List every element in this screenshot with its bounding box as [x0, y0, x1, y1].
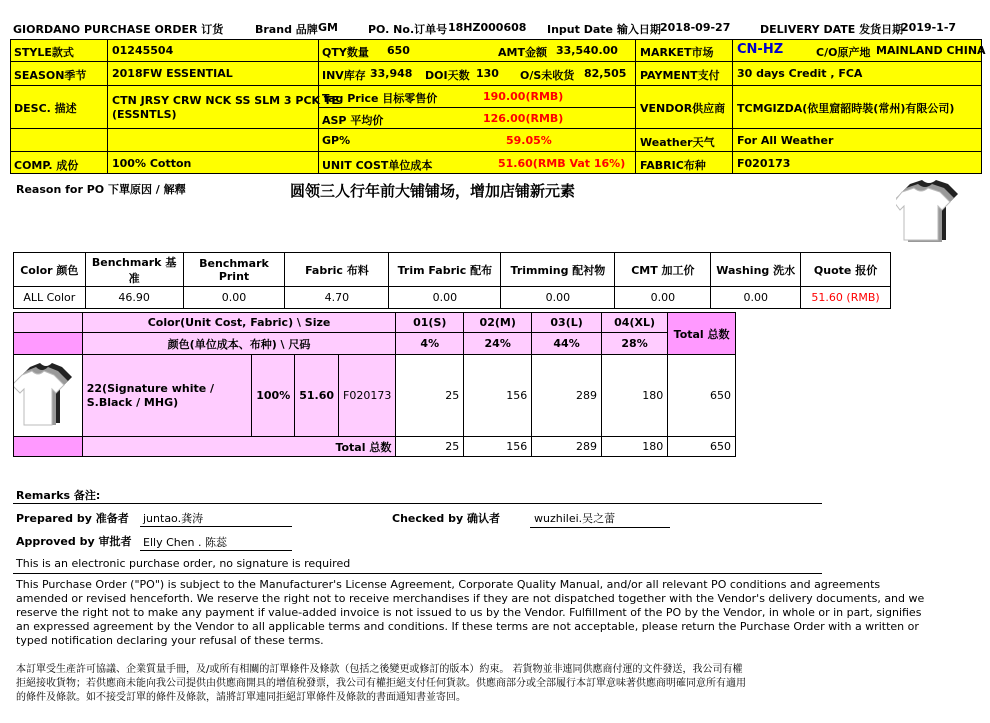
qty-s-cell: 25	[396, 355, 464, 437]
prepared-by-value: juntao.龚涛	[143, 512, 204, 525]
gp-value: 59.05%	[506, 134, 552, 147]
terms-zh-line-3: 的條件及條款。如不接受訂單的條件及條款，請將訂單連同拒絕訂單條件及條款的書面通知書並寄回。	[16, 692, 466, 703]
fabric-label: FABRIC布种	[640, 159, 706, 172]
doi-value: 130	[476, 67, 499, 80]
terms-en-line-5: typed notification declaring your refusal of these terms.	[16, 634, 324, 647]
total-m-cell: 156	[464, 437, 532, 457]
size-header-m: 02(M)	[464, 313, 532, 333]
inv-value: 33,948	[370, 67, 413, 80]
qty-label: QTY数量	[322, 46, 369, 59]
qty-l-cell: 289	[532, 355, 602, 437]
comp-label: COMP. 成份	[14, 159, 79, 172]
weather-label: Weather天气	[640, 136, 715, 149]
po-title: GIORDANO PURCHASE ORDER 订货	[13, 23, 224, 36]
cost-table-header-row	[14, 253, 891, 287]
product-image	[896, 178, 962, 244]
reason-text: 圆领三人行年前大铺铺场，增加店铺新元素	[290, 182, 576, 200]
inv-label: INV库存	[322, 69, 366, 82]
gp-label: GP%	[322, 134, 351, 147]
terms-en-line-3: reserve the right not to make any payment if value-added invoice is not issued to us by the Vendor. Fulfillment of the PO by the Vendor, in whole or in part, signifies	[16, 606, 922, 619]
delivery-date: 2019-1-7	[901, 21, 957, 34]
fabric-value: F020173	[737, 157, 791, 170]
cost-header-fabric: Fabric 布料	[285, 253, 389, 287]
po-number: 18HZ000608	[448, 21, 527, 34]
cost-table-row	[14, 287, 891, 309]
total-row-label: Total 总数	[82, 437, 396, 457]
vendor-label: VENDOR供应商	[640, 102, 726, 115]
cost-header-benchmark-print: Benchmark Print	[183, 253, 285, 287]
electronic-note: This is an electronic purchase order, no signature is required	[16, 557, 351, 570]
size-total-row	[14, 437, 736, 457]
cost-cell-washing: 0.00	[711, 287, 801, 309]
terms-zh-line-1: 本訂單受生產許可協議、企業質量手冊，及/或所有相關的訂單條件及條款（包括之後變更或修訂的版本）約束。 若貨物並非連同供應商付運的文件發送，我公司有權	[16, 664, 743, 675]
os-label: O/S未收货	[520, 69, 575, 82]
unit-cost-label: UNIT COST单位成本	[322, 159, 433, 172]
desc-line1: CTN JRSY CRW NCK SS SLM 3 PCK TE	[112, 94, 339, 107]
qty-value: 650	[387, 44, 410, 57]
payment-label: PAYMENT支付	[640, 69, 720, 82]
season-label: SEASON季节	[14, 69, 87, 82]
asp-label: ASP 平均价	[322, 114, 384, 127]
size-header-l: 03(L)	[532, 313, 602, 333]
payment-value: 30 days Credit , FCA	[737, 67, 863, 80]
unit-cost-value: 51.60(RMB Vat 16%)	[498, 157, 626, 170]
os-value: 82,505	[584, 67, 627, 80]
terms-en-line-4: an expressed agreement by the Vendor to all applicable terms and conditions. If these terms are not acceptable, please return the Purchase Order with a written or	[16, 620, 919, 633]
terms-en-line-1: This Purchase Order ("PO") is subject to the Manufacturer's License Agreement, Corporate Quality Manual, and/or all relevant PO conditions and agreements	[16, 578, 881, 591]
color-cost-cell: 51.60	[295, 355, 339, 437]
tag-price-value: 190.00(RMB)	[483, 90, 564, 103]
style-label: STYLE款式	[14, 46, 74, 59]
cost-cell-color: ALL Color	[14, 287, 86, 309]
remarks-label: Remarks 备注:	[16, 489, 101, 502]
market-label: MARKET市场	[640, 46, 714, 59]
asp-value: 126.00(RMB)	[483, 112, 564, 125]
delivery-date-label: DELIVERY DATE 发货日期	[760, 23, 904, 36]
input-date-label: Input Date 输入日期	[547, 23, 661, 36]
color-fabric-cell: F020173	[339, 355, 396, 437]
approved-by-value: Elly Chen . 陈蕊	[143, 536, 227, 549]
style-value: 01245504	[112, 44, 174, 57]
doi-label: DOI天数	[425, 69, 470, 82]
prepared-by-label: Prepared by 准备者	[16, 512, 129, 525]
origin-label: C/O原产地	[816, 46, 871, 59]
cost-header-color: Color 颜色	[14, 253, 86, 287]
ratio-s: 4%	[396, 333, 464, 355]
total-s-cell: 25	[396, 437, 464, 457]
size-header-xl: 04(XL)	[601, 313, 667, 333]
color-thumbnail-cell	[14, 355, 83, 437]
size-header-row-1	[14, 313, 736, 333]
total-l-cell: 289	[532, 437, 602, 457]
origin-value: MAINLAND CHINA	[876, 44, 986, 57]
desc-line2: (ESSNTLS)	[112, 108, 177, 121]
qty-xl-cell: 180	[601, 355, 667, 437]
checked-by-value: wuzhilei.吴之蕾	[534, 512, 616, 525]
color-thumbnail-image	[14, 359, 76, 429]
cost-cell-benchmark-print: 0.00	[183, 287, 285, 309]
size-header-title-en: Color(Unit Cost, Fabric) \ Size	[82, 313, 396, 333]
total-xl-cell: 180	[601, 437, 667, 457]
terms-zh-line-2: 拒絕接收貨物；若供應商未能向我公司提供由供應商開具的增值稅發票，我公司有權拒絕支付任何貨款。供應商部分或全部履行本訂單意味著供應商明確同意所有適用	[16, 678, 746, 689]
cost-cell-benchmark: 46.90	[85, 287, 183, 309]
cost-header-trimming: Trimming 配衬物	[501, 253, 615, 287]
cost-table	[13, 252, 891, 309]
reason-label: Reason for PO 下單原因 / 解釋	[16, 183, 186, 196]
cost-cell-quote: 51.60 (RMB)	[801, 287, 891, 309]
terms-en-line-2: amended or revised henceforth. We reserve the right not to receive merchandises if they are not dispatched together with the Vendor's delivery documents, and we	[16, 592, 925, 605]
po-label: PO. No.订单号	[368, 23, 448, 36]
cost-header-washing: Washing 洗水	[711, 253, 801, 287]
cost-header-trim-fabric: Trim Fabric 配布	[389, 253, 501, 287]
ratio-xl: 28%	[601, 333, 667, 355]
size-header-row-2	[14, 333, 736, 355]
qty-total-cell: 650	[668, 355, 736, 437]
cost-cell-cmt: 0.00	[615, 287, 711, 309]
total-grand-cell: 650	[668, 437, 736, 457]
size-table	[13, 312, 736, 457]
tag-price-label: Tag Price 目标零售价	[322, 92, 438, 105]
size-color-row	[14, 355, 736, 437]
checked-by-label: Checked by 确认者	[392, 512, 500, 525]
size-header-total: Total 总数	[668, 313, 736, 355]
approved-by-label: Approved by 审批者	[16, 535, 132, 548]
comp-value: 100% Cotton	[112, 157, 192, 170]
cost-cell-trim-fabric: 0.00	[389, 287, 501, 309]
cost-header-cmt: CMT 加工价	[615, 253, 711, 287]
vendor-value: TCMGIZDA(依里窟韶時裝(常州)有限公司)	[737, 102, 955, 115]
ratio-l: 44%	[532, 333, 602, 355]
qty-m-cell: 156	[464, 355, 532, 437]
desc-label: DESC. 描述	[14, 102, 77, 115]
brand-label: Brand 品牌	[255, 23, 318, 36]
season-value: 2018FW ESSENTIAL	[112, 67, 233, 80]
brand-value: GM	[318, 21, 338, 34]
amt-label: AMT金额	[498, 46, 547, 59]
cost-cell-fabric: 4.70	[285, 287, 389, 309]
weather-value: For All Weather	[737, 134, 834, 147]
market-value: CN-HZ	[737, 42, 784, 57]
size-header-s: 01(S)	[396, 313, 464, 333]
color-name-cell: 22(Signature white / S.Black / MHG)	[82, 355, 252, 437]
amt-value: 33,540.00	[556, 44, 618, 57]
ratio-m: 24%	[464, 333, 532, 355]
color-pct-cell: 100%	[252, 355, 295, 437]
size-header-title-zh: 颜色(单位成本、布种) \ 尺码	[82, 333, 396, 355]
cost-header-quote: Quote 报价	[801, 253, 891, 287]
cost-header-benchmark: Benchmark 基准	[85, 253, 183, 287]
cost-cell-trimming: 0.00	[501, 287, 615, 309]
input-date: 2018-09-27	[660, 21, 731, 34]
